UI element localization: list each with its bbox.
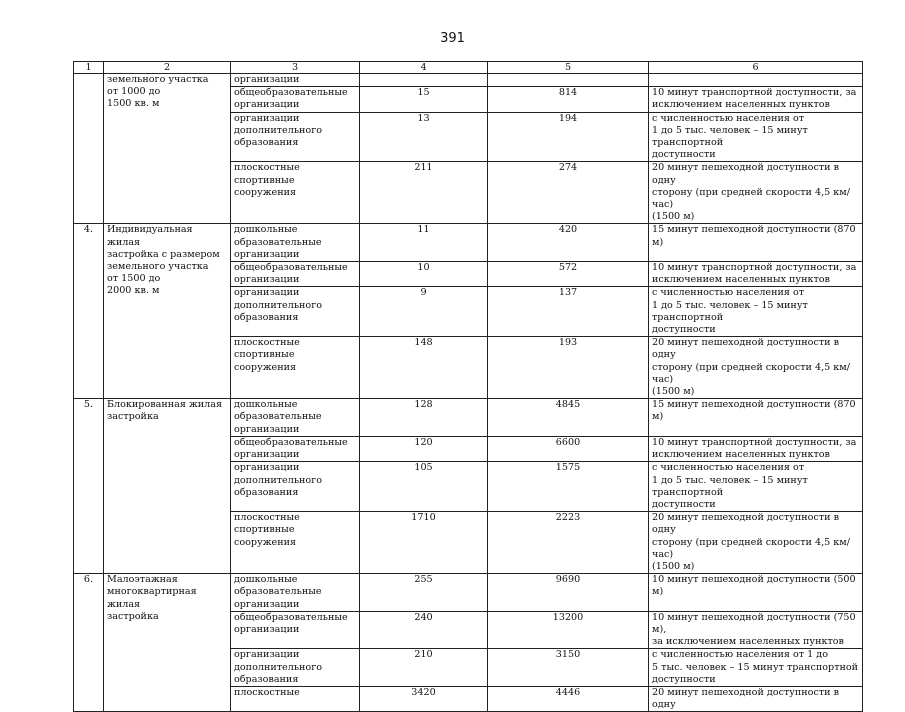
norms-table bbox=[73, 61, 863, 712]
table-row bbox=[74, 224, 863, 262]
table-row bbox=[74, 574, 863, 612]
value-col4: 128 bbox=[360, 399, 488, 437]
facility-type: дошкольные образовательные организации bbox=[231, 574, 360, 612]
facility-type: плоскостные спортивные сооружения bbox=[231, 512, 360, 574]
value-col4: 3420 bbox=[360, 686, 488, 711]
value-col4: 13 bbox=[360, 112, 488, 162]
value-col5: 1575 bbox=[488, 462, 649, 512]
development-type: Индивидуальная жилая застройка с размером земельного участка от 1500 до 2000 кв. м bbox=[104, 224, 231, 399]
row-number: 5. bbox=[74, 399, 104, 574]
value-col4 bbox=[360, 74, 488, 87]
facility-type: организации дополнительного образования bbox=[231, 649, 360, 687]
column-header: 4 bbox=[360, 62, 488, 74]
value-col4: 15 bbox=[360, 87, 488, 112]
value-col4: 10 bbox=[360, 262, 488, 287]
row-number: 6. bbox=[74, 574, 104, 712]
table-row bbox=[74, 74, 863, 87]
column-header: 5 bbox=[488, 62, 649, 74]
value-col4: 9 bbox=[360, 287, 488, 337]
value-col5: 3150 bbox=[488, 649, 649, 687]
column-header: 2 bbox=[104, 62, 231, 74]
accessibility-note: 20 минут пешеходной доступности в одну сторону (при средней скорости 4,5 км/час) (1500 м) bbox=[649, 337, 863, 399]
value-col5: 420 bbox=[488, 224, 649, 262]
accessibility-note: 20 минут пешеходной доступности в одну bbox=[649, 686, 863, 711]
row-number bbox=[74, 74, 104, 224]
facility-type: дошкольные образовательные организации bbox=[231, 399, 360, 437]
value-col5: 6600 bbox=[488, 436, 649, 461]
value-col4: 211 bbox=[360, 162, 488, 224]
value-col4: 148 bbox=[360, 337, 488, 399]
row-number: 4. bbox=[74, 224, 104, 399]
accessibility-note: 20 минут пешеходной доступности в одну сторону (при средней скорости 4,5 км/час) (1500 м) bbox=[649, 512, 863, 574]
value-col5: 274 bbox=[488, 162, 649, 224]
value-col4: 240 bbox=[360, 611, 488, 649]
accessibility-note: 20 минут пешеходной доступности в одну сторону (при средней скорости 4,5 км/час) (1500 м) bbox=[649, 162, 863, 224]
table-row bbox=[74, 399, 863, 437]
value-col4: 1710 bbox=[360, 512, 488, 574]
value-col5: 13200 bbox=[488, 611, 649, 649]
accessibility-note: 10 минут пешеходной доступности (750 м), за исключением населенных пунктов bbox=[649, 611, 863, 649]
value-col5: 137 bbox=[488, 287, 649, 337]
accessibility-note: 15 минут пешеходной доступности (870 м) bbox=[649, 224, 863, 262]
facility-type: общеобразовательные организации bbox=[231, 611, 360, 649]
accessibility-note: 10 минут транспортной доступности, за исключением населенных пунктов bbox=[649, 436, 863, 461]
value-col4: 120 bbox=[360, 436, 488, 461]
value-col4: 105 bbox=[360, 462, 488, 512]
accessibility-note bbox=[649, 74, 863, 87]
value-col4: 255 bbox=[360, 574, 488, 612]
facility-type: дошкольные образовательные организации bbox=[231, 224, 360, 262]
facility-type: организации bbox=[231, 74, 360, 87]
value-col5: 814 bbox=[488, 87, 649, 112]
table-body bbox=[74, 62, 863, 712]
accessibility-note: с численностью населения от 1 до 5 тыс. человек – 15 минут транспортной доступности bbox=[649, 462, 863, 512]
value-col5: 194 bbox=[488, 112, 649, 162]
development-type: Малоэтажная многоквартирная жилая застройка bbox=[104, 574, 231, 712]
facility-type: общеобразовательные организации bbox=[231, 87, 360, 112]
value-col5: 2223 bbox=[488, 512, 649, 574]
accessibility-note: 10 минут транспортной доступности, за исключением населенных пунктов bbox=[649, 87, 863, 112]
accessibility-note: 10 минут транспортной доступности, за исключением населенных пунктов bbox=[649, 262, 863, 287]
table-header-row bbox=[74, 62, 863, 74]
column-header: 1 bbox=[74, 62, 104, 74]
accessibility-note: с численностью населения от 1 до 5 тыс. человек – 15 минут транспортной доступности bbox=[649, 287, 863, 337]
facility-type: организации дополнительного образования bbox=[231, 112, 360, 162]
accessibility-note: с численностью населения от 1 до 5 тыс. человек – 15 минут транспортной доступности bbox=[649, 112, 863, 162]
accessibility-note: 10 минут пешеходной доступности (500 м) bbox=[649, 574, 863, 612]
development-type: земельного участка от 1000 до 1500 кв. м bbox=[104, 74, 231, 224]
accessibility-note: с численностью населения от 1 до 5 тыс. человек – 15 минут транспортной доступности bbox=[649, 649, 863, 687]
development-type: Блокированная жилая застройка bbox=[104, 399, 231, 574]
column-header: 3 bbox=[231, 62, 360, 74]
value-col4: 210 bbox=[360, 649, 488, 687]
page-number: 391 bbox=[440, 31, 465, 46]
value-col5 bbox=[488, 74, 649, 87]
facility-type: плоскостные спортивные сооружения bbox=[231, 162, 360, 224]
facility-type: организации дополнительного образования bbox=[231, 287, 360, 337]
facility-type: плоскостные bbox=[231, 686, 360, 711]
value-col4: 11 bbox=[360, 224, 488, 262]
column-header: 6 bbox=[649, 62, 863, 74]
value-col5: 9690 bbox=[488, 574, 649, 612]
value-col5: 4446 bbox=[488, 686, 649, 711]
facility-type: общеобразовательные организации bbox=[231, 436, 360, 461]
value-col5: 572 bbox=[488, 262, 649, 287]
facility-type: организации дополнительного образования bbox=[231, 462, 360, 512]
facility-type: общеобразовательные организации bbox=[231, 262, 360, 287]
value-col5: 4845 bbox=[488, 399, 649, 437]
facility-type: плоскостные спортивные сооружения bbox=[231, 337, 360, 399]
accessibility-note: 15 минут пешеходной доступности (870 м) bbox=[649, 399, 863, 437]
value-col5: 193 bbox=[488, 337, 649, 399]
